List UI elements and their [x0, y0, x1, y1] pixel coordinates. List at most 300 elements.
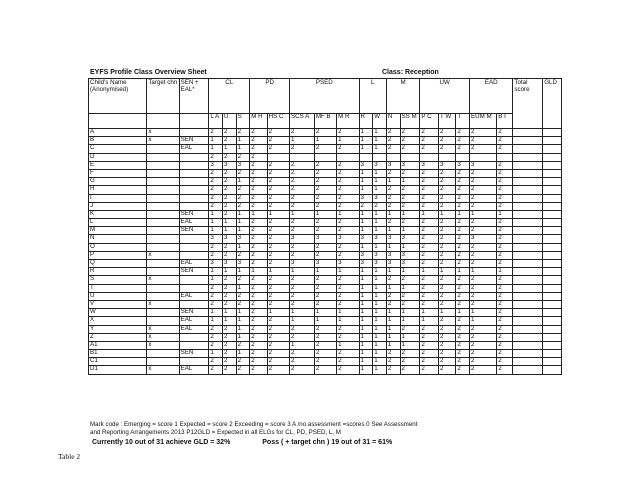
score-cell: 2 — [209, 194, 223, 202]
score-cell — [373, 153, 387, 161]
sen-eal-cell: SEN — [179, 309, 209, 317]
score-cell: 1 — [314, 137, 336, 145]
score-cell: 2 — [267, 219, 289, 227]
score-cell: 1 — [386, 268, 400, 276]
score-cell: 1 — [290, 309, 315, 317]
score-cell: 1 — [456, 309, 470, 317]
score-cell: 2 — [420, 178, 439, 186]
score-cell: 1 — [386, 309, 400, 317]
score-cell: 1 — [337, 317, 359, 325]
score-cell: 1 — [386, 243, 400, 251]
score-cell: 2 — [314, 145, 336, 153]
score-cell: 2 — [337, 194, 359, 202]
score-cell: 2 — [267, 243, 289, 251]
target-cell: x — [147, 325, 179, 333]
sen-eal-cell — [179, 202, 209, 210]
score-cell: 2 — [400, 366, 420, 374]
gld-cell — [543, 268, 562, 276]
score-cell: 3 — [359, 251, 373, 259]
score-cell: 1 — [209, 268, 223, 276]
score-cell: 2 — [469, 284, 496, 292]
score-cell: 2 — [359, 202, 373, 210]
score-cell: 1 — [267, 268, 289, 276]
score-cell: 2 — [223, 366, 237, 374]
score-cell: 2 — [497, 129, 513, 137]
score-cell: 2 — [314, 358, 336, 366]
score-cell: 2 — [250, 161, 267, 169]
score-cell: 2 — [223, 350, 237, 358]
sen-eal-cell — [179, 161, 209, 169]
score-cell: 1 — [373, 178, 387, 186]
table-row — [89, 366, 562, 374]
child-name-cell: Y — [89, 325, 147, 333]
score-cell: 2 — [456, 194, 470, 202]
score-cell: 2 — [314, 284, 336, 292]
score-cell: 2 — [420, 169, 439, 177]
score-cell: 1 — [359, 300, 373, 308]
score-cell: 1 — [420, 268, 439, 276]
subheader-cell: SCS A — [290, 114, 315, 129]
table-caption: Table 2 — [58, 452, 81, 461]
score-cell — [314, 153, 336, 161]
score-cell: 2 — [456, 169, 470, 177]
total-score-cell — [513, 219, 543, 227]
score-cell: 2 — [290, 243, 315, 251]
target-cell — [147, 153, 179, 161]
child-name-cell: M — [89, 227, 147, 235]
score-cell: 2 — [250, 309, 267, 317]
score-cell: 2 — [337, 276, 359, 284]
score-cell: 2 — [438, 300, 455, 308]
child-name-cell: C — [89, 145, 147, 153]
score-cell: 2 — [314, 194, 336, 202]
score-cell: 2 — [456, 145, 470, 153]
score-cell: 2 — [236, 169, 250, 177]
score-cell: 2 — [290, 358, 315, 366]
score-cell: 3 — [386, 235, 400, 243]
sen-eal-cell — [179, 333, 209, 341]
table-row — [89, 137, 562, 145]
gld-cell — [543, 219, 562, 227]
score-cell: 2 — [438, 186, 455, 194]
child-name-cell: K — [89, 210, 147, 218]
gld-definition-note: and Reporting Arrangements 2013 P12GLD = Expected in all ELGs for CL, PD, PSED, L, M — [90, 429, 341, 436]
score-cell: 3 — [469, 235, 496, 243]
total-score-cell — [513, 153, 543, 161]
score-cell: 2 — [314, 276, 336, 284]
sen-eal-cell — [179, 341, 209, 349]
score-cell: 1 — [209, 145, 223, 153]
total-score-cell — [513, 260, 543, 268]
gld-cell — [543, 137, 562, 145]
score-cell: 2 — [236, 186, 250, 194]
score-cell: 2 — [386, 292, 400, 300]
score-cell: 1 — [337, 210, 359, 218]
score-cell: 2 — [209, 292, 223, 300]
score-cell: 2 — [456, 202, 470, 210]
score-cell: 2 — [250, 235, 267, 243]
score-cell: 1 — [290, 268, 315, 276]
score-cell: 2 — [337, 169, 359, 177]
score-cell: 3 — [373, 260, 387, 268]
score-cell: 2 — [420, 366, 439, 374]
score-cell: 1 — [209, 309, 223, 317]
header-gld: GLD — [543, 79, 562, 129]
gld-cell — [543, 317, 562, 325]
sen-eal-cell — [179, 153, 209, 161]
score-cell: 2 — [314, 186, 336, 194]
score-cell: 2 — [420, 284, 439, 292]
score-cell: 2 — [456, 325, 470, 333]
score-cell: 1 — [373, 243, 387, 251]
total-score-cell — [513, 251, 543, 259]
score-cell: 2 — [250, 300, 267, 308]
total-score-cell — [513, 169, 543, 177]
score-cell: 1 — [373, 186, 387, 194]
score-cell: 2 — [267, 227, 289, 235]
score-cell: 1 — [400, 284, 420, 292]
score-cell: 2 — [438, 333, 455, 341]
score-cell: 1 — [267, 309, 289, 317]
score-cell: 1 — [438, 309, 455, 317]
score-cell: 2 — [469, 276, 496, 284]
score-cell: 1 — [236, 210, 250, 218]
score-cell: 2 — [469, 129, 496, 137]
score-cell: 2 — [400, 325, 420, 333]
score-cell: 2 — [469, 137, 496, 145]
score-cell: 2 — [469, 341, 496, 349]
score-cell: 3 — [438, 161, 455, 169]
header-pd: PD — [250, 79, 290, 114]
score-cell: 2 — [236, 194, 250, 202]
score-cell: 3 — [373, 235, 387, 243]
score-cell: 2 — [456, 260, 470, 268]
gld-cell — [543, 260, 562, 268]
score-cell: 3 — [337, 235, 359, 243]
score-cell: 3 — [209, 235, 223, 243]
score-cell: 3 — [386, 260, 400, 268]
score-cell: 2 — [267, 186, 289, 194]
score-cell: 2 — [497, 161, 513, 169]
score-cell: 2 — [456, 251, 470, 259]
gld-cell — [543, 292, 562, 300]
score-cell: 1 — [373, 366, 387, 374]
score-cell: 2 — [314, 292, 336, 300]
score-cell: 3 — [373, 161, 387, 169]
score-cell: 2 — [456, 350, 470, 358]
target-cell — [147, 194, 179, 202]
score-cell: 2 — [456, 243, 470, 251]
score-cell: 2 — [267, 169, 289, 177]
subheader-cell: L A — [209, 114, 223, 129]
score-cell: 1 — [359, 276, 373, 284]
score-cell — [337, 153, 359, 161]
subheader-cell: EUM M — [469, 114, 496, 129]
score-cell: 2 — [400, 137, 420, 145]
score-cell: 1 — [438, 210, 455, 218]
score-cell: 2 — [497, 243, 513, 251]
score-cell: 2 — [209, 333, 223, 341]
score-cell: 2 — [456, 129, 470, 137]
profile-table — [88, 78, 562, 375]
score-cell: 1 — [373, 129, 387, 137]
score-cell: 2 — [250, 219, 267, 227]
mark-code-note: Mark code : Emerging = score 1 Expected = score 2 Exceeding = score 3 A /no assessment =scores 0 See Assessment — [90, 421, 418, 428]
table-row — [89, 202, 562, 210]
score-cell: 1 — [359, 309, 373, 317]
score-cell: 1 — [373, 325, 387, 333]
score-cell: 2 — [223, 169, 237, 177]
score-cell: 2 — [497, 309, 513, 317]
gld-cell — [543, 325, 562, 333]
score-cell: 1 — [359, 129, 373, 137]
score-cell: 1 — [359, 137, 373, 145]
score-cell: 3 — [236, 260, 250, 268]
score-cell: 1 — [386, 227, 400, 235]
table-row — [89, 260, 562, 268]
sen-eal-cell — [179, 178, 209, 186]
score-cell: 2 — [223, 358, 237, 366]
score-cell: 2 — [438, 325, 455, 333]
gld-cell — [543, 194, 562, 202]
table-row — [89, 219, 562, 227]
total-score-cell — [513, 194, 543, 202]
gld-cell — [543, 227, 562, 235]
subheader-cell: R — [359, 114, 373, 129]
score-cell: 1 — [386, 333, 400, 341]
total-score-cell — [513, 161, 543, 169]
target-cell — [147, 260, 179, 268]
score-cell: 1 — [236, 137, 250, 145]
score-cell: 1 — [290, 317, 315, 325]
child-name-cell: F — [89, 169, 147, 177]
score-cell — [290, 153, 315, 161]
total-score-cell — [513, 137, 543, 145]
score-cell: 1 — [314, 210, 336, 218]
gld-cell — [543, 243, 562, 251]
class-label: Class: Reception — [382, 69, 439, 76]
score-cell: 2 — [438, 341, 455, 349]
score-cell: 2 — [236, 276, 250, 284]
score-cell: 2 — [290, 325, 315, 333]
score-cell: 2 — [250, 325, 267, 333]
table-row — [89, 309, 562, 317]
gld-cell — [543, 186, 562, 194]
score-cell: 2 — [469, 260, 496, 268]
score-cell: 1 — [209, 276, 223, 284]
score-cell: 1 — [209, 317, 223, 325]
score-cell: 2 — [223, 137, 237, 145]
sheet-title: EYFS Profile Class Overview Sheet — [90, 69, 207, 76]
score-cell: 2 — [337, 178, 359, 186]
gld-cell — [543, 153, 562, 161]
score-cell: 1 — [469, 309, 496, 317]
table-row — [89, 186, 562, 194]
subheader-cell: MF B — [314, 114, 336, 129]
score-cell: 2 — [267, 358, 289, 366]
subheader-cell: P C — [420, 114, 439, 129]
score-cell: 3 — [290, 260, 315, 268]
score-cell: 2 — [209, 202, 223, 210]
score-cell: 2 — [250, 145, 267, 153]
score-cell: 1 — [250, 268, 267, 276]
score-cell: 2 — [497, 235, 513, 243]
score-cell: 1 — [386, 284, 400, 292]
score-cell: 1 — [373, 210, 387, 218]
score-cell: 3 — [223, 260, 237, 268]
child-name-cell: G — [89, 178, 147, 186]
score-cell: 1 — [236, 227, 250, 235]
score-cell: 2 — [456, 276, 470, 284]
subheader-cell: N — [386, 114, 400, 129]
score-cell: 1 — [290, 210, 315, 218]
child-name-cell: A — [89, 129, 147, 137]
target-cell: x — [147, 129, 179, 137]
score-cell: 1 — [386, 341, 400, 349]
total-score-cell — [513, 284, 543, 292]
score-cell: 2 — [386, 186, 400, 194]
gld-cell — [543, 341, 562, 349]
child-name-cell: Z — [89, 333, 147, 341]
sen-eal-cell: SEN — [179, 227, 209, 235]
score-cell: 2 — [250, 202, 267, 210]
table-row — [89, 178, 562, 186]
child-name-cell: H — [89, 186, 147, 194]
child-name-cell: E — [89, 161, 147, 169]
score-cell: 2 — [223, 276, 237, 284]
score-cell: 2 — [337, 292, 359, 300]
score-cell: 1 — [236, 178, 250, 186]
score-cell: 1 — [314, 268, 336, 276]
child-name-cell: N — [89, 235, 147, 243]
score-cell: 2 — [456, 300, 470, 308]
score-cell: 2 — [250, 317, 267, 325]
child-name-cell: V — [89, 300, 147, 308]
score-cell: 2 — [236, 358, 250, 366]
score-cell: 1 — [400, 210, 420, 218]
target-cell — [147, 169, 179, 177]
total-score-cell — [513, 129, 543, 137]
score-cell: 2 — [420, 350, 439, 358]
score-cell: 2 — [223, 210, 237, 218]
subheader-cell: M H — [250, 114, 267, 129]
score-cell: 2 — [497, 227, 513, 235]
score-cell: 2 — [420, 137, 439, 145]
gld-cell — [543, 169, 562, 177]
score-cell: 1 — [400, 333, 420, 341]
score-cell: 2 — [497, 219, 513, 227]
score-cell: 2 — [337, 325, 359, 333]
score-cell: 2 — [209, 341, 223, 349]
score-cell: 2 — [223, 251, 237, 259]
score-cell: 2 — [420, 227, 439, 235]
score-cell: 1 — [359, 350, 373, 358]
table-row — [89, 317, 562, 325]
table-row — [89, 350, 562, 358]
score-cell: 2 — [420, 219, 439, 227]
score-cell — [386, 153, 400, 161]
score-cell: 2 — [337, 219, 359, 227]
table-row — [89, 358, 562, 366]
score-cell: 1 — [373, 300, 387, 308]
table-row — [89, 169, 562, 177]
score-cell: 2 — [223, 284, 237, 292]
score-cell: 2 — [314, 219, 336, 227]
score-cell: 2 — [386, 129, 400, 137]
score-cell: 2 — [314, 341, 336, 349]
score-cell: 2 — [209, 129, 223, 137]
score-cell: 1 — [456, 268, 470, 276]
score-cell: 1 — [314, 309, 336, 317]
score-cell: 1 — [209, 350, 223, 358]
score-cell: 2 — [497, 333, 513, 341]
score-cell: 1 — [359, 292, 373, 300]
gld-cell — [543, 145, 562, 153]
gld-cell — [543, 210, 562, 218]
score-cell: 2 — [456, 358, 470, 366]
child-name-cell: J — [89, 202, 147, 210]
score-cell: 2 — [420, 202, 439, 210]
score-cell: 2 — [290, 251, 315, 259]
score-cell: 1 — [290, 137, 315, 145]
target-cell: x — [147, 137, 179, 145]
score-cell: 2 — [290, 202, 315, 210]
score-cell: 2 — [420, 243, 439, 251]
target-cell — [147, 284, 179, 292]
score-cell: 2 — [420, 333, 439, 341]
score-cell: 3 — [337, 260, 359, 268]
score-cell: 2 — [267, 284, 289, 292]
score-cell: 2 — [400, 292, 420, 300]
score-cell: 2 — [438, 227, 455, 235]
score-cell: 2 — [469, 333, 496, 341]
score-cell: 2 — [337, 350, 359, 358]
gld-cell — [543, 309, 562, 317]
sen-eal-cell — [179, 300, 209, 308]
subheader-cell: U — [223, 114, 237, 129]
table-row — [89, 227, 562, 235]
score-cell: 2 — [250, 366, 267, 374]
subheader-blank — [147, 114, 179, 129]
score-cell: 2 — [469, 194, 496, 202]
score-cell: 1 — [373, 227, 387, 235]
score-cell: 2 — [497, 202, 513, 210]
table-row — [89, 333, 562, 341]
gld-cell — [543, 202, 562, 210]
sen-eal-cell — [179, 235, 209, 243]
child-name-cell: B1 — [89, 350, 147, 358]
score-cell: 2 — [497, 341, 513, 349]
score-cell: 1 — [337, 137, 359, 145]
target-cell — [147, 219, 179, 227]
total-score-cell — [513, 309, 543, 317]
child-name-cell: A1 — [89, 341, 147, 349]
sen-eal-cell — [179, 358, 209, 366]
score-cell: 2 — [314, 325, 336, 333]
score-cell: 2 — [337, 251, 359, 259]
score-cell: 2 — [223, 333, 237, 341]
score-cell: 3 — [400, 235, 420, 243]
score-cell: 2 — [250, 260, 267, 268]
target-cell — [147, 350, 179, 358]
score-cell: 2 — [267, 145, 289, 153]
score-cell: 2 — [438, 292, 455, 300]
score-cell: 2 — [420, 129, 439, 137]
score-cell: 2 — [290, 169, 315, 177]
target-cell — [147, 268, 179, 276]
score-cell: 2 — [236, 129, 250, 137]
target-cell: x — [147, 341, 179, 349]
